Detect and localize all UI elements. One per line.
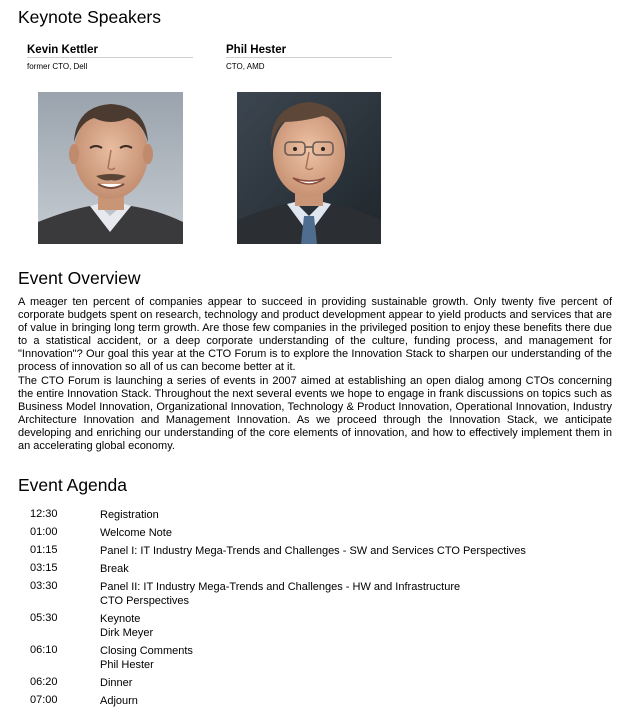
speakers-heading: Keynote Speakers — [18, 7, 162, 27]
speaker-title: former CTO, Dell — [27, 62, 88, 71]
speaker-name: Kevin Kettler — [27, 44, 193, 58]
speaker-photo — [237, 92, 381, 244]
agenda-time: 01:15 — [30, 544, 58, 556]
agenda-line: Dinner — [100, 677, 133, 689]
portrait-illustration — [237, 92, 381, 244]
agenda-description — [100, 676, 132, 690]
overview-paragraph: The CTO Forum is launching a series of events in 2007 aimed at establishing an open dialog among CTOs concerning the entire Innovation Stack. Throughout the next several events we hope to engage in frank discussions on topics such as Business Model Innovation, Organizational Innovation, Technology & Product Innovation, Operational Innovation, Industry Architecture Innovation and Management Innovation. As we proceed through the Innovation Stack, we anticipate developing and enriching our understanding of the core elements of innovation, and how to effectively implement them in an accelerating global economy. — [18, 374, 612, 453]
agenda-description — [100, 580, 460, 608]
agenda-line: CTO Perspectives — [100, 595, 190, 607]
speaker-card — [226, 44, 392, 71]
speaker-name: Phil Hester — [226, 44, 392, 58]
overview-heading: Event Overview — [18, 268, 141, 288]
agenda-line: Panel I: IT Industry Mega-Trends and Challenges - SW and Services CTO Perspectives — [100, 545, 526, 557]
agenda-description — [100, 694, 138, 708]
agenda-line: Break — [100, 563, 129, 575]
agenda-line: Phil Hester — [100, 659, 154, 671]
agenda-line: Panel II: IT Industry Mega-Trends and Challenges - HW and Infrastructure — [100, 581, 461, 593]
agenda-time: 06:10 — [30, 644, 58, 656]
overview-text — [18, 296, 612, 453]
agenda-time: 05:30 — [30, 612, 58, 624]
agenda-description — [100, 526, 172, 540]
agenda-line: Keynote — [100, 613, 141, 625]
agenda-description — [100, 562, 129, 576]
agenda-time: 07:00 — [30, 694, 58, 706]
portrait-illustration — [38, 92, 183, 244]
agenda-time: 03:15 — [30, 562, 58, 574]
agenda-time: 06:20 — [30, 676, 58, 688]
agenda-description — [100, 612, 153, 640]
speaker-title: CTO, AMD — [226, 62, 265, 71]
agenda-description — [100, 644, 193, 672]
agenda-time: 03:30 — [30, 580, 58, 592]
agenda-heading: Event Agenda — [18, 475, 127, 495]
agenda-line: Adjourn — [100, 695, 138, 707]
agenda-description — [100, 544, 526, 558]
agenda-time: 12:30 — [30, 508, 58, 520]
agenda-line: Welcome Note — [100, 527, 172, 539]
agenda-time: 01:00 — [30, 526, 58, 538]
agenda-line: Closing Comments — [100, 645, 193, 657]
speaker-photo — [38, 92, 183, 244]
agenda-line: Dirk Meyer — [100, 627, 154, 639]
overview-paragraph: A meager ten percent of companies appear to succeed in providing sustainable growth. Only twenty five percent of corporate budgets spent on research, technology and product development appear to yield products and services that are of value in bringing long term growth. Are those few companies in the privileged position to enjoy these benefits there due to a statistical accident, or a deep corporate understanding of the culture, funding process, and management for "Innovation"? Our goal this year at the CTO Forum is to explore the Innovation Stack to sharpen our understanding of the process of innovation so all of us can become better at it. — [18, 296, 612, 374]
agenda-line: Registration — [100, 509, 159, 521]
speaker-card — [27, 44, 193, 71]
agenda-description — [100, 508, 159, 522]
